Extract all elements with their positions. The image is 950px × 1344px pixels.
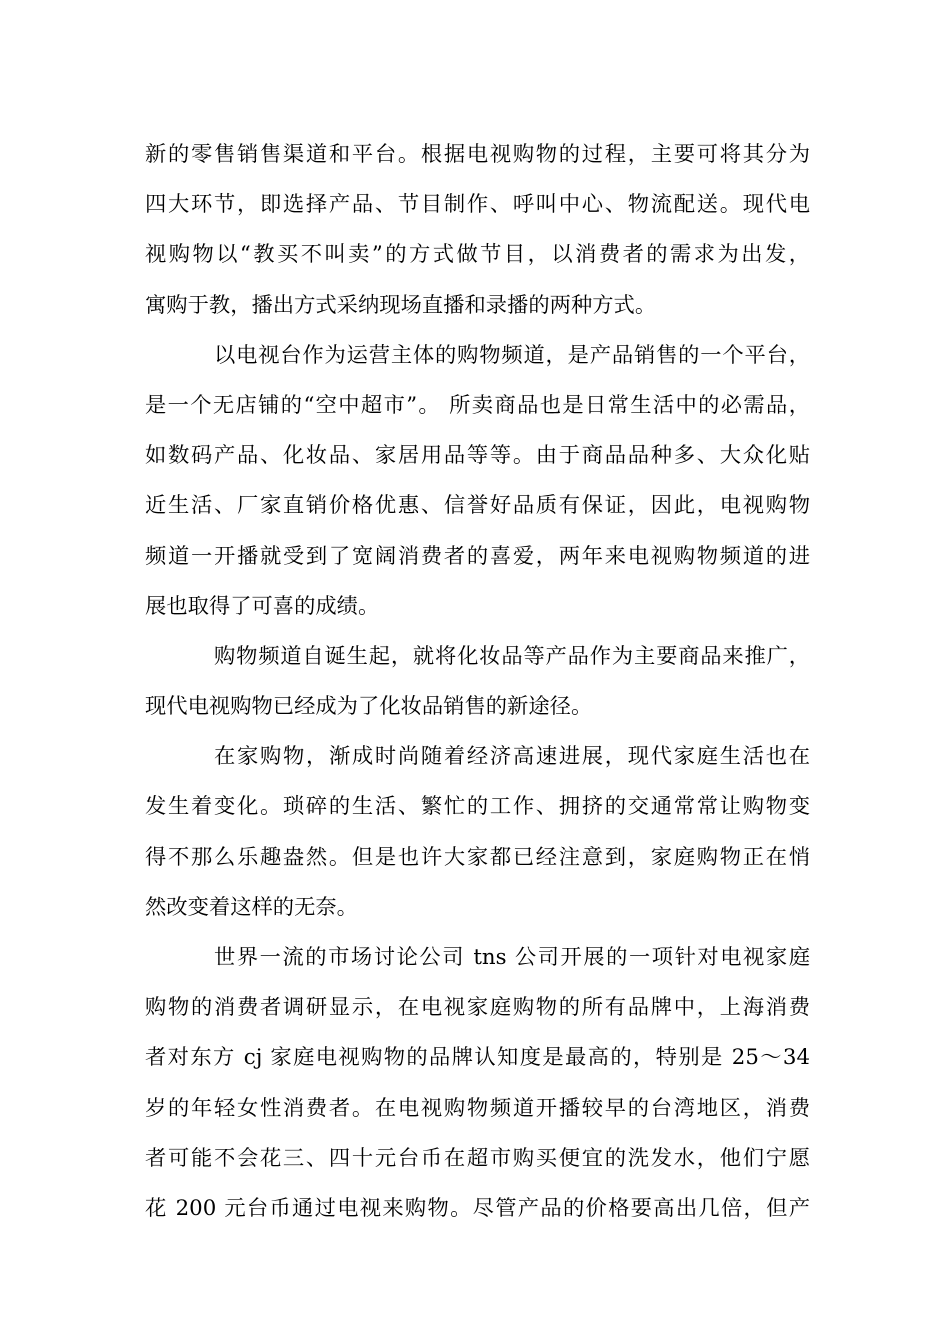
text-line: 世界一流的市场讨论公司 tns 公司开展的一项针对电视家庭 xyxy=(214,945,810,970)
paragraph-1 xyxy=(145,130,810,331)
text-line: 视购物以“教买不叫卖”的方式做节目，以消费者的需求为出发， xyxy=(145,242,810,268)
text-line: 是一个无店铺的“空中超市”。 所卖商品也是日常生活中的必需品， xyxy=(145,392,810,418)
paragraph-2 xyxy=(145,331,810,632)
text-line: 得不那么乐趣盎然。但是也许大家都已经注意到，家庭购物正在悄 xyxy=(145,844,810,870)
text-line: 近生活、厂家直销价格优惠、信誉好品质有保证，因此，电视购物 xyxy=(145,493,810,519)
text-line: 现代电视购物已经成为了化妆品销售的新途径。 xyxy=(145,694,593,720)
text-line: 者对东方 cj 家庭电视购物的品牌认知度是最高的，特别是 25～34 xyxy=(145,1045,810,1071)
text-line: 岁的年轻女性消费者。在电视购物频道开播较早的台湾地区，消费 xyxy=(145,1095,810,1121)
text-line: 购物频道自诞生起，就将化妆品等产品作为主要商品来推广， xyxy=(214,643,810,669)
text-line: 新的零售销售渠道和平台。根据电视购物的过程，主要可将其分为 xyxy=(145,142,810,167)
text-line: 如数码产品、化妆品、家居用品等等。由于商品品种多、大众化贴 xyxy=(145,443,810,469)
text-line: 以电视台作为运营主体的购物频道，是产品销售的一个平台， xyxy=(214,342,810,368)
text-line: 然改变着这样的无奈。 xyxy=(145,894,358,920)
paragraph-3 xyxy=(145,632,810,732)
text-line: 展也取得了可喜的成绩。 xyxy=(145,593,380,619)
text-line: 频道一开播就受到了宽阔消费者的喜爱，两年来电视购物频道的进 xyxy=(145,543,810,569)
text-line: 花 200 元台币通过电视来购物。尽管产品的价格要高出几倍，但产 xyxy=(145,1195,810,1221)
text-line: 在家购物，渐成时尚随着经济高速进展，现代家庭生活也在 xyxy=(214,744,810,770)
paragraph-4 xyxy=(145,732,810,933)
paragraph-5 xyxy=(145,933,810,1234)
text-line: 发生着变化。琐碎的生活、繁忙的工作、拥挤的交通常常让购物变 xyxy=(145,794,810,820)
body-text xyxy=(145,130,810,1234)
text-line: 四大环节，即选择产品、节目制作、呼叫中心、物流配送。现代电 xyxy=(145,192,810,218)
text-line: 购物的消费者调研显示，在电视家庭购物的所有品牌中，上海消费 xyxy=(145,995,810,1021)
text-line: 者可能不会花三、四十元台币在超市购买便宜的洗发水，他们宁愿 xyxy=(145,1145,810,1171)
text-line: 寓购于教，播出方式采纳现场直播和录播的两种方式。 xyxy=(145,292,657,318)
